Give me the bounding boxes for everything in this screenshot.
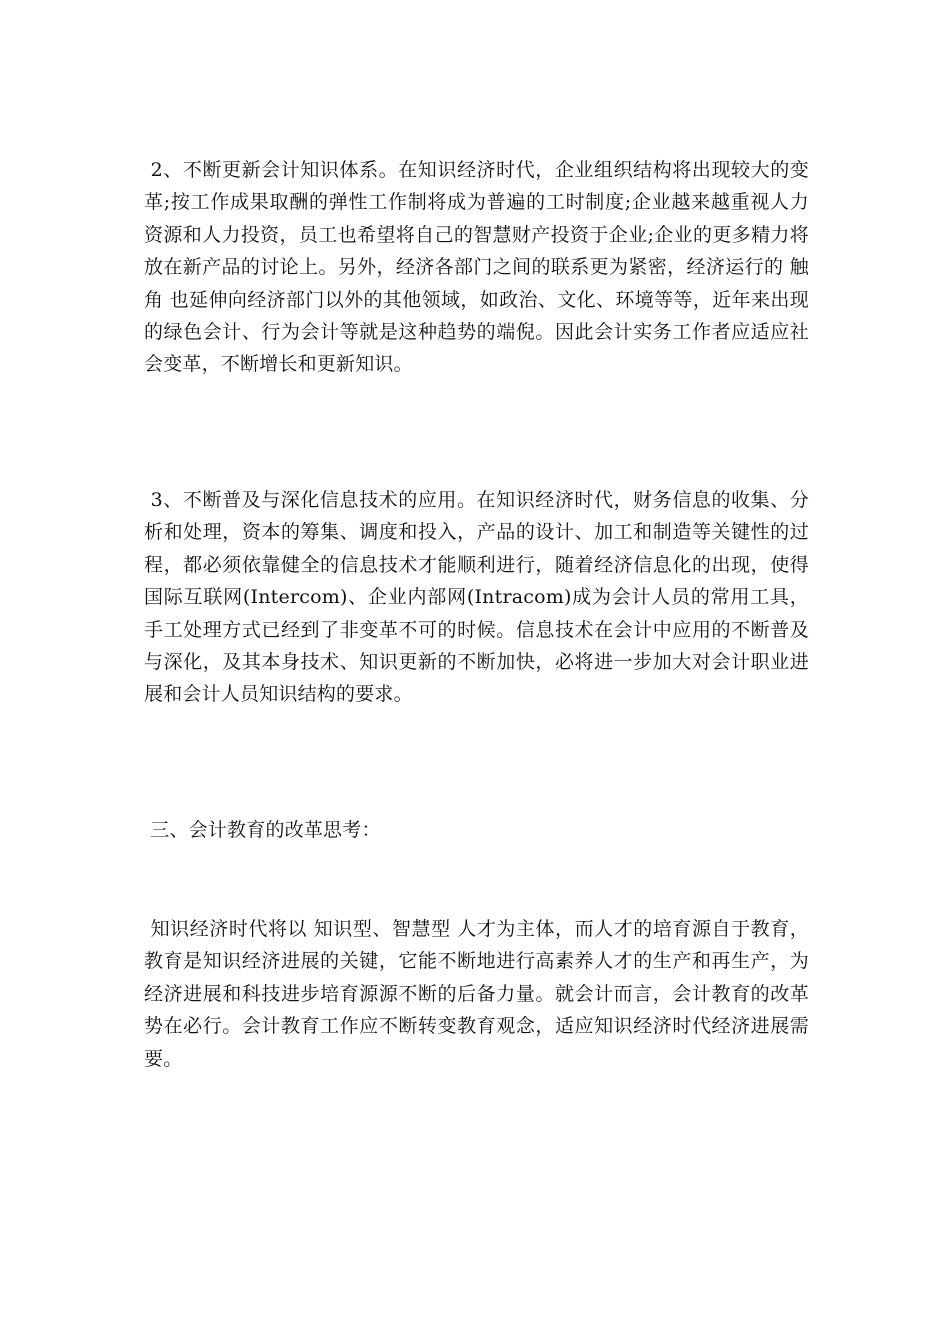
paragraph-information-technology: 3、不断普及与深化信息技术的应用。在知识经济时代，财务信息的收集、分析和处理，资本的筹集、调度和投入，产品的设计、加工和制造等关键性的过程，都必须依靠健全的信息技术才能顺利进行，随着经济信息化的出现，使得国际互联网(Intercom)、企业内部网(Intracom)成为会计人员的常用工具，手工处理方式已经到了非变革不可的时候。信息技术在会计中应用的不断普及与深化，及其本身技术、知识更新的不断加快，必将进一步加大对会计职业进展和会计人员知识结构的要求。	[144, 489, 809, 706]
paragraph-update-accounting-knowledge: 2、不断更新会计知识体系。在知识经济时代，企业组织结构将出现较大的变革;按工作成果取酬的弹性工作制将成为普遍的工时制度;企业越来越重视人力资源和人力投资，员工也希望将自己的智慧财产投资于企业;企业的更多精力将放在新产品的讨论上。另外，经济各部门之间的联系更为紧密，经济运行的 触角 也延伸向经济部门以外的其他领域，如政治、文化、环境等等，近年来出现的绿色会计、行为会计等就是这种趋势的端倪。因此会计实务工作者应适应社会变革，不断增长和更新知识。	[144, 159, 809, 376]
section-heading-education-reform: 三、会计教育的改革思考：	[144, 819, 381, 841]
paragraph-education-reform: 知识经济时代将以 知识型、智慧型 人才为主体，而人才的培育源自于教育，教育是知识经济进展的关键，它能不断地进行高素养人才的生产和再生产，为经济进展和科技进步培育源源不断的后备力量。就会计而言，会计教育的改革势在必行。会计教育工作应不断转变教育观念，适应知识经济时代经济进展需要。	[144, 918, 809, 1070]
